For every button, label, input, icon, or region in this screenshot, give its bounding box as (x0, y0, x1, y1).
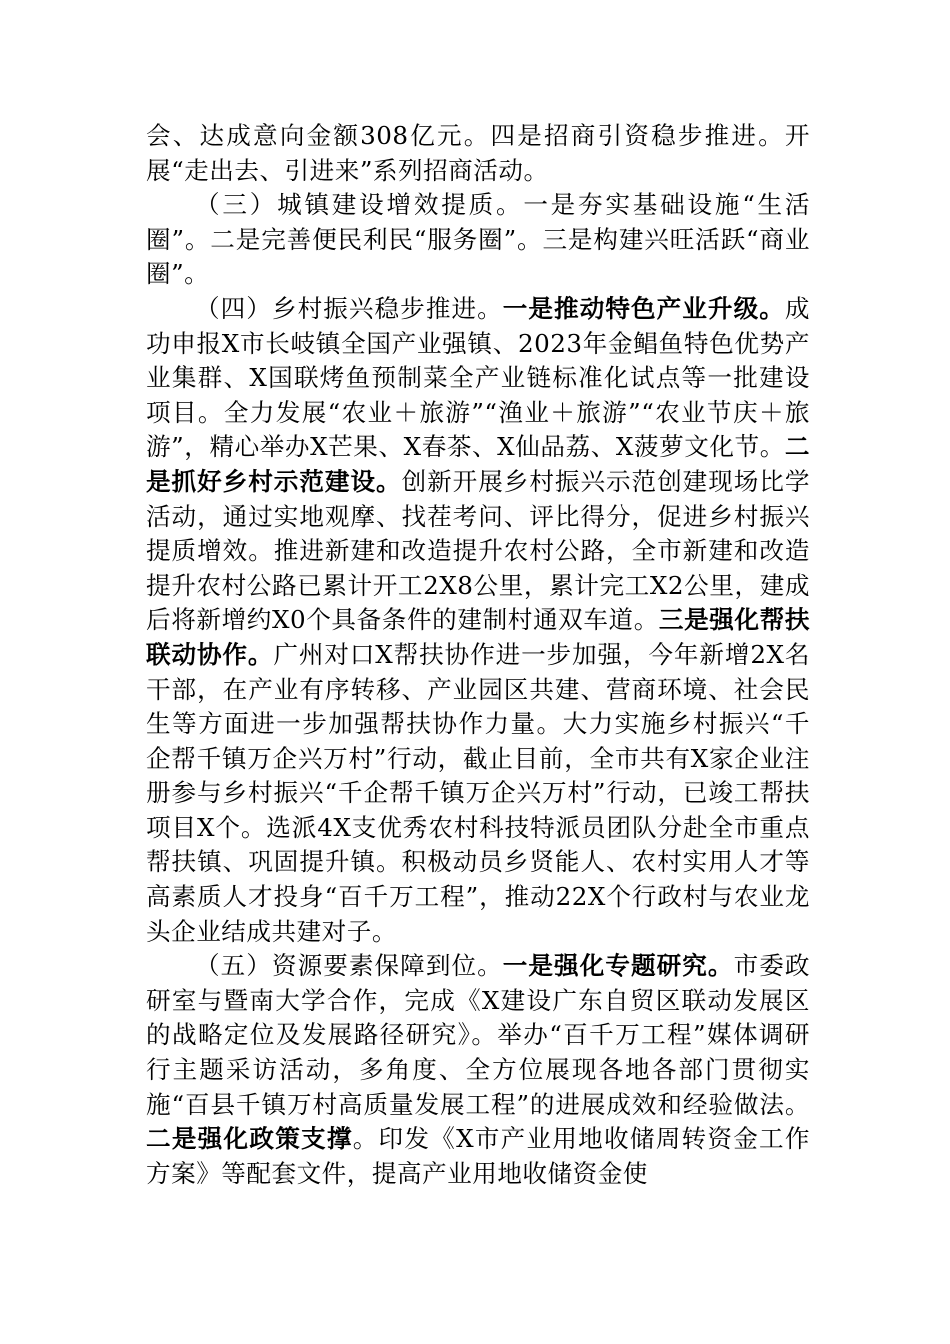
text-segment: 市委政研室与暨南大学合作，完成《X建设广东自贸区联动发展区的战略定位及发展路径研究》。举办“百千万工程”媒体调研行主题采访活动，多角度、全方位展现各地各部门贯彻实施“百县千镇万村高质量发展工程”的进展成效和经验做法。 (146, 951, 810, 1119)
text-segment: 广州对口X帮扶协作进一步加强，今年新增2X名干部，在产业有序转移、产业园区共建、营商环境、社会民生等方面进一步加强帮扶协作力量。大力实施乡村振兴“千企帮千镇万企兴万村”行动，截止目前，全市共有X家企业注册参与乡村振兴“千企帮千镇万企兴万村”行动，已竣工帮扶项目X个。选派4X支优秀农村科技特派员团队分赴全市重点帮扶镇、巩固提升镇。积极动员乡贤能人、农村实用人才等高素质人才投身“百千万工程”，推动22X个行政村与农业龙头企业结成共建对子。 (146, 639, 810, 946)
text-segment: 会、达成意向金额308亿元。四是招商引资稳步推进。开展“走出去、引进来”系列招商活动。 (146, 121, 810, 185)
paragraph-4 (146, 949, 810, 1191)
text-segment: 创新开展乡村振兴示范创建现场比学活动，通过实地观摩、找茬考问、评比得分，促进乡村振兴提质增效。推进新建和改造提升农村公路，全市新建和改造提升农村公路已累计开工2X8公里，累计完工X2公里，建成后将新增约X0个具备条件的建制村通双车道。 (146, 466, 810, 635)
text-segment: （五）资源要素保障到位。 (195, 951, 503, 981)
bold-heading: 二是抓好乡村示范建设。 (146, 432, 810, 496)
bold-heading: 一是强化专题研究。 (502, 951, 734, 981)
text-segment: （三）城镇建设增效提质。一是夯实基础设施“生活圈”。二是完善便民利民“服务圈”。三是构建兴旺活跃“商业圈”。 (146, 190, 810, 289)
paragraph-1 (146, 119, 810, 188)
text-segment: 。印发《X市产业用地收储周转资金工作方案》等配套文件，提高产业用地收储资金使 (146, 1124, 810, 1188)
paragraph-3 (146, 292, 810, 949)
text-segment: （四）乡村振兴稳步推进。 (195, 293, 503, 323)
bold-heading: 三是强化帮扶联动协作。 (146, 605, 810, 669)
bold-heading: 一是推动特色产业升级。 (502, 293, 785, 323)
paragraph-2 (146, 188, 810, 292)
text-segment: 成功申报X市长岐镇全国产业强镇、2023年金鲳鱼特色优势产业集群、X国联烤鱼预制菜全产业链标准化试点等一批建设项目。全力发展“农业＋旅游”“渔业＋旅游”“农业节庆＋旅游”，精心举办X芒果、X春茶、X仙品荔、X菠萝文化节。 (146, 293, 810, 462)
bold-heading: 二是强化政策支撑 (146, 1124, 353, 1154)
